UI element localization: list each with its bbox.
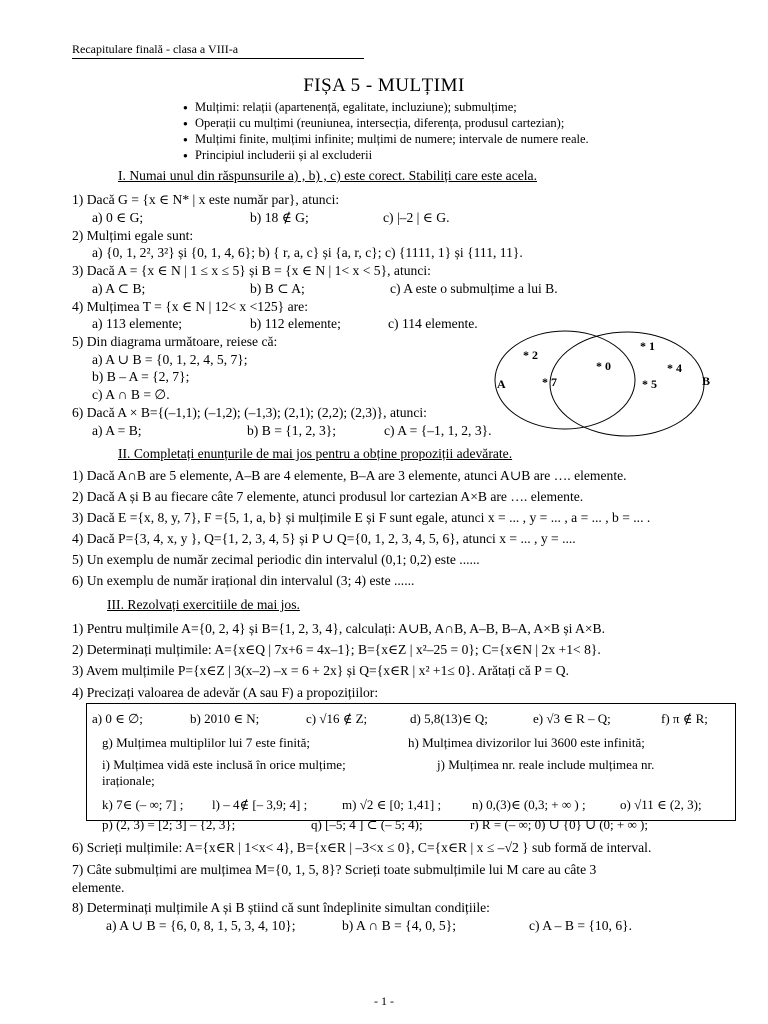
exercise-1: 1) Pentru mulțimile A={0, 2, 4} și B={1, 2, 3, 4}, calculați: A∪B, A∩B, A–B, B–A, A×B și A×B. xyxy=(72,621,606,636)
statement-c: c) √16 ∉ Z; xyxy=(306,711,368,726)
page-number: - 1 - xyxy=(374,994,394,1008)
fill-item-3: 3) Dacă E ={x, 8, y, 7}, F ={5, 1, a, b} și mulțimile E și F sunt egale, atunci x = ... , y = ... , a = ... , b = ... . xyxy=(72,510,651,525)
statement-b: b) 2010 ∈ N; xyxy=(190,711,260,726)
statement-k: k) 7∈ (– ∞; 7] ; xyxy=(102,797,184,812)
statement-j: j) Mulțimea nr. reale include mulțimea nr. xyxy=(437,757,655,772)
option-1-3-a: a) A ⊂ B; xyxy=(92,281,146,296)
page-header: Recapitulare finală - clasa a VIII-a xyxy=(72,42,364,59)
objective-item: ● Operații cu mulțimi (reuniunea, intersecția, diferența, produsul cartezian); xyxy=(183,115,589,131)
fill-item-2: 2) Dacă A și B au fiecare câte 7 elemente, atunci produsul lor cartezian A×B are …. elemente. xyxy=(72,489,584,504)
page-title: FIȘA 5 - MULȚIMI xyxy=(303,75,465,96)
statement-n: n) 0,(3)∈ (0,3; + ∞ ) ; xyxy=(472,797,586,812)
option-1-6-a: a) A = B; xyxy=(92,423,142,438)
question-1-6: 6) Dacă A × B={(–1,1); (–1,2); (–1,3); (2,1); (2,2); (2,3)}, atunci: xyxy=(72,405,427,420)
venn-diagram xyxy=(490,328,720,440)
option-1-6-b: b) B = {1, 2, 3}; xyxy=(247,423,337,438)
condition-8-b: b) A ∩ B = {4, 0, 5}; xyxy=(342,918,456,933)
statement-g: g) Mulțimea multiplilor lui 7 este finită; xyxy=(102,735,310,750)
question-1-3: 3) Dacă A = {x ∈ N | 1 ≤ x ≤ 5} și B = {x ∈ N | 1< x < 5}, atunci: xyxy=(72,263,431,278)
exercise-6: 6) Scrieți mulțimile: A={x∈R | 1<x< 4}, B={x∈R | –3<x ≤ 0}, C={x∈R | x ≤ –√2 } sub formă de interval. xyxy=(72,840,652,855)
venn-element: * 7 xyxy=(542,375,557,389)
option-1-5-a: a) A ∪ B = {0, 1, 2, 4, 5, 7}; xyxy=(92,352,248,367)
section-1-heading: I. Numai unul din răspunsurile a) , b) , c) este corect. Stabiliți care este acela. xyxy=(118,168,537,183)
statement-o: o) √11 ∈ (2, 3); xyxy=(620,797,702,812)
question-1-4: 4) Mulțimea T = {x ∈ N | 12< x <125} are: xyxy=(72,299,308,314)
option-1-4-a: a) 113 elemente; xyxy=(92,316,183,331)
exercise-2: 2) Determinați mulțimile: A={x∈Q | 7x+6 = 4x–1}; B={x∈Z | x²–25 = 0}; C={x∈N | 2x +1< 8}. xyxy=(72,642,601,657)
statement-r: r) R = (– ∞; 0) ∪ {0} ∪ (0; + ∞ ); xyxy=(470,817,648,832)
statement-h: h) Mulțimea divizorilor lui 3600 este infinită; xyxy=(408,735,645,750)
venn-element: * 0 xyxy=(596,359,611,373)
section-3-heading: III. Rezolvați exercitiile de mai jos. xyxy=(107,597,300,612)
question-1-1: 1) Dacă G = {x ∈ N* | x este număr par}, atunci: xyxy=(72,192,340,207)
option-1-1-b: b) 18 ∉ G; xyxy=(250,210,309,225)
venn-element: * 1 xyxy=(640,339,655,353)
venn-element: * 4 xyxy=(667,361,682,375)
venn-label-a: A xyxy=(497,377,506,391)
objective-item: ● Mulțimi: relații (apartenență, egalitate, incluziune); submulțime; xyxy=(183,99,589,115)
statement-d: d) 5,8(13)∈ Q; xyxy=(410,711,488,726)
fill-item-6: 6) Un exemplu de număr irațional din intervalul (3; 4) este ...... xyxy=(72,573,415,588)
fill-item-5: 5) Un exemplu de număr zecimal periodic din intervalul (0,1; 0,2) este ...... xyxy=(72,552,480,567)
fill-item-1: 1) Dacă A∩B are 5 elemente, A–B are 4 elemente, B–A are 3 elemente, atunci A∪B are …. elemente. xyxy=(72,468,627,483)
exercise-8: 8) Determinați mulțimile A și B știind că sunt îndeplinite simultan condițiile: xyxy=(72,900,490,915)
option-1-1-c: c) |–2 | ∈ G. xyxy=(383,210,450,225)
option-1-2: a) {0, 1, 2², 3²} și {0, 1, 4, 6}; b) { r, a, c} și {a, r, c}; c) {1111, 1} și {111, 11}. xyxy=(92,245,523,260)
statement-e: e) √3 ∈ R – Q; xyxy=(533,711,611,726)
statement-l: l) – 4∉ [– 3,9; 4] ; xyxy=(212,797,308,812)
exercise-3: 3) Avem mulțimile P={x∈Z | 3(x–2) –x = 6 + 2x} și Q={x∈R | x² +1≤ 0}. Arătați că P = Q. xyxy=(72,663,569,678)
statement-j-cont: iraționale; xyxy=(102,773,155,788)
exercise-7: 7) Câte submulțimi are mulțimea M={0, 1, 5, 8}? Scrieți toate submulțimile lui M care au câte 3 xyxy=(72,862,597,877)
statement-m: m) √2 ∈ [0; 1,41] ; xyxy=(342,797,442,812)
objective-item: ● Mulțimi finite, mulțimi infinite; mulțimi de numere; intervale de numere reale. xyxy=(183,131,589,147)
option-1-6-c: c) A = {–1, 1, 2, 3}. xyxy=(384,423,492,438)
objective-item: ● Principiul includerii și al excluderii xyxy=(183,147,589,163)
option-1-4-b: b) 112 elemente; xyxy=(250,316,341,331)
option-1-1-a: a) 0 ∈ G; xyxy=(92,210,144,225)
section-2-heading: II. Completați enunțurile de mai jos pentru a obține propoziții adevărate. xyxy=(118,446,513,461)
objectives-list xyxy=(183,99,589,163)
condition-8-a: a) A ∪ B = {6, 0, 8, 1, 5, 3, 4, 10}; xyxy=(106,918,296,933)
option-1-3-b: b) B ⊂ A; xyxy=(250,281,305,296)
question-1-2: 2) Mulțimi egale sunt: xyxy=(72,228,194,243)
statement-p: p) (2, 3) = [2; 3] – {2, 3}; xyxy=(102,817,236,832)
exercise-7-cont: elemente. xyxy=(72,880,125,895)
question-1-5: 5) Din diagrama următoare, reiese că: xyxy=(72,334,278,349)
fill-item-4: 4) Dacă P={3, 4, x, y }, Q={1, 2, 3, 4, 5} și P ∪ Q={0, 1, 2, 3, 4, 5, 6}, atunci x = ... , y = .... xyxy=(72,531,576,546)
condition-8-c: c) A – B = {10, 6}. xyxy=(529,918,633,933)
venn-element: * 2 xyxy=(523,348,538,362)
option-1-5-c: c) A ∩ B = ∅. xyxy=(92,387,170,402)
option-1-3-c: c) A este o submulțime a lui B. xyxy=(390,281,558,296)
statement-f: f) π ∉ R; xyxy=(661,711,708,726)
statement-q: q) [–5; 4 ] ⊂ (– 5; 4); xyxy=(311,817,423,832)
statement-i: i) Mulțimea vidă este inclusă în orice mulțime; xyxy=(102,757,346,772)
option-1-4-c: c) 114 elemente. xyxy=(388,316,478,331)
venn-label-b: B xyxy=(702,374,711,388)
set-b-circle xyxy=(550,332,704,436)
exercise-4: 4) Precizați valoarea de adevăr (A sau F) a propozițiilor: xyxy=(72,685,379,700)
option-1-5-b: b) B – A = {2, 7}; xyxy=(92,369,190,384)
statement-a: a) 0 ∈ ∅; xyxy=(92,711,143,726)
venn-element: * 5 xyxy=(642,377,657,391)
